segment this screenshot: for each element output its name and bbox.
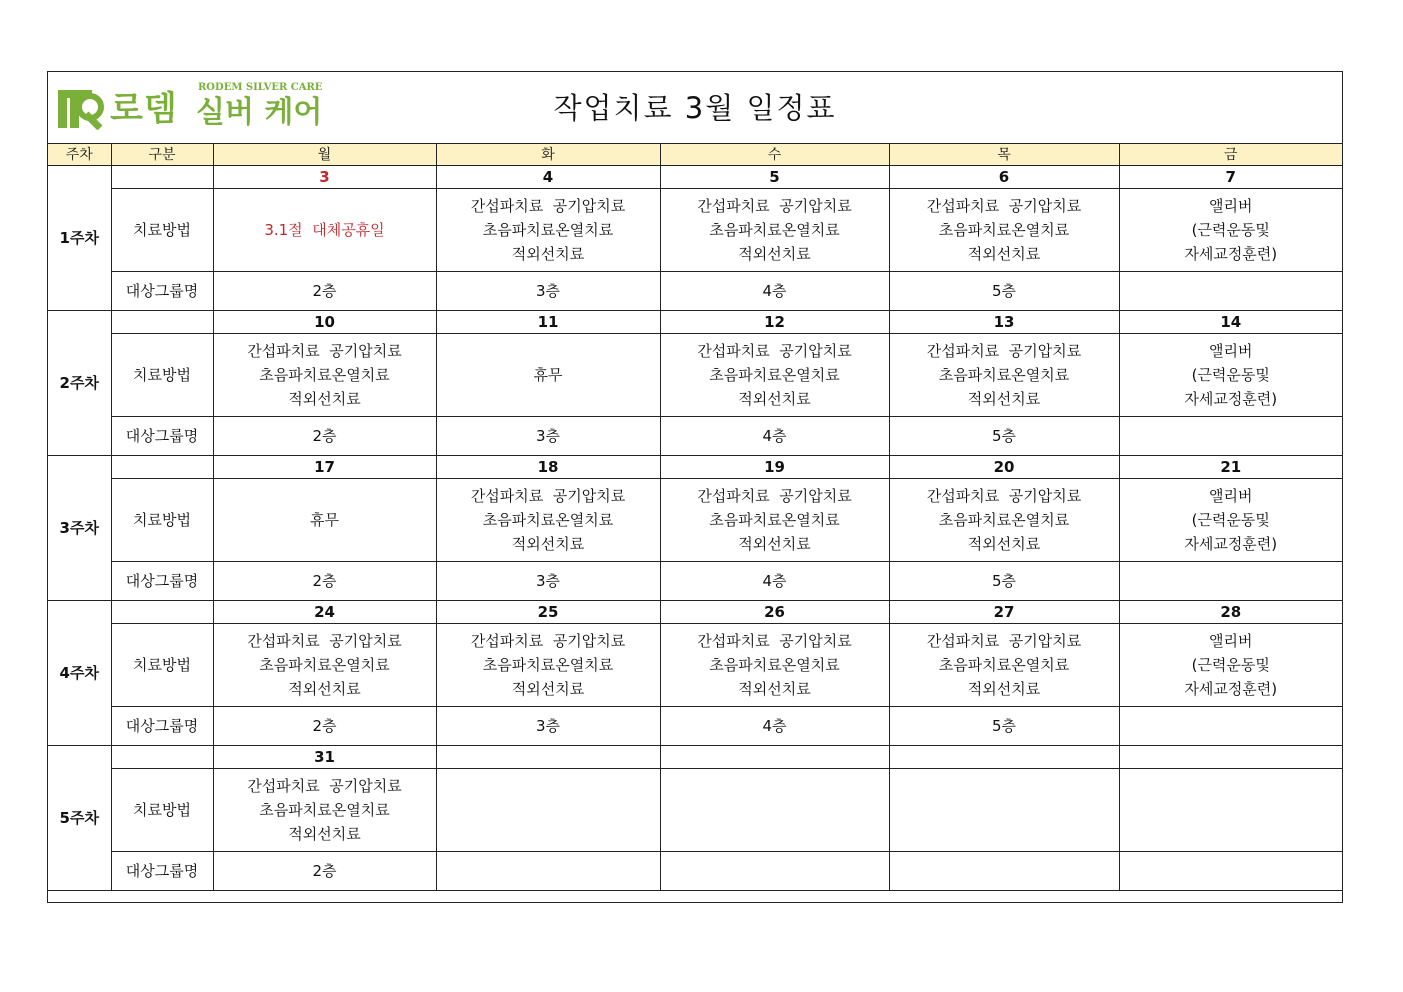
method-line: 앨리버 (1209, 342, 1253, 360)
group-row-label: 대상그룹명 (111, 272, 213, 311)
method-cell (436, 769, 660, 852)
method-cell (436, 479, 660, 562)
date-cell: 10 (213, 311, 436, 334)
method-line: 적외선치료 (511, 535, 585, 553)
method-line: 3.1절 대체공휴일 (264, 221, 385, 239)
week-label: 1주차 (48, 166, 111, 311)
method-line: 초음파치료온열치료 (259, 366, 390, 384)
header-week: 주차 (48, 144, 111, 166)
header-day: 목 (889, 144, 1119, 166)
method-line: 간섭파치료 공기압치료 (697, 487, 852, 505)
method-line: 적외선치료 (738, 245, 811, 263)
schedule-table (48, 144, 1342, 891)
date-cell: 7 (1119, 166, 1342, 189)
method-line: 앨리버 (1209, 487, 1253, 505)
group-row-label: 대상그룹명 (111, 852, 213, 891)
method-line: 적외선치료 (288, 390, 361, 408)
week-label: 2주차 (48, 311, 111, 456)
group-cell: 3층 (436, 562, 660, 601)
date-cell: 18 (436, 456, 660, 479)
group-row-label: 대상그룹명 (111, 562, 213, 601)
method-line: 자세교정훈련) (1184, 245, 1278, 263)
group-cell (436, 852, 660, 891)
method-line: 간섭파치료 공기압치료 (697, 632, 852, 650)
group-row (48, 562, 1342, 601)
group-cell: 5층 (889, 272, 1119, 311)
date-cell: 14 (1119, 311, 1342, 334)
method-row (48, 334, 1342, 417)
group-cell: 3층 (436, 272, 660, 311)
method-line: 적외선치료 (967, 535, 1041, 553)
method-line: 간섭파치료 공기압치료 (470, 197, 626, 215)
method-line: 적외선치료 (738, 680, 811, 698)
method-line: 초음파치료온열치료 (709, 656, 840, 674)
method-line: 적외선치료 (738, 535, 811, 553)
date-row (48, 601, 1342, 624)
method-line: 적외선치료 (967, 390, 1041, 408)
group-row (48, 707, 1342, 746)
method-line: 휴무 (310, 511, 339, 529)
method-line: 간섭파치료 공기압치료 (926, 197, 1082, 215)
method-line: 휴무 (533, 366, 563, 384)
category-blank (111, 311, 213, 334)
method-line: 초음파치료온열치료 (482, 656, 614, 674)
method-row-label: 치료방법 (111, 624, 213, 707)
method-cell (1119, 769, 1342, 852)
method-cell (660, 624, 889, 707)
date-cell: 21 (1119, 456, 1342, 479)
method-cell (436, 334, 660, 417)
group-cell: 5층 (889, 707, 1119, 746)
date-cell: 6 (889, 166, 1119, 189)
method-row (48, 624, 1342, 707)
group-row-label: 대상그룹명 (111, 707, 213, 746)
method-line: 간섭파치료 공기압치료 (697, 342, 852, 360)
date-row (48, 166, 1342, 189)
date-cell: 13 (889, 311, 1119, 334)
method-line: 초음파치료온열치료 (259, 656, 390, 674)
method-line: 적외선치료 (288, 680, 361, 698)
method-line: 적외선치료 (511, 680, 585, 698)
method-cell (889, 624, 1119, 707)
date-cell: 17 (213, 456, 436, 479)
method-line: 자세교정훈련) (1184, 680, 1278, 698)
group-cell (1119, 417, 1342, 456)
method-line: 초음파치료온열치료 (259, 801, 390, 819)
schedule-sheet (47, 71, 1343, 903)
method-line: (근력운동및 (1191, 511, 1270, 529)
group-cell (1119, 707, 1342, 746)
group-cell (889, 852, 1119, 891)
group-cell (1119, 272, 1342, 311)
group-cell (660, 852, 889, 891)
method-line: 간섭파치료 공기압치료 (926, 487, 1082, 505)
sheet-header (48, 72, 1342, 144)
group-cell: 4층 (660, 562, 889, 601)
method-cell (436, 189, 660, 272)
method-line: (근력운동및 (1191, 656, 1270, 674)
logo-english-name: RODEM SILVER CARE (198, 82, 323, 93)
method-cell (889, 189, 1119, 272)
week-label: 3주차 (48, 456, 111, 601)
method-cell (660, 479, 889, 562)
group-cell: 2층 (213, 272, 436, 311)
method-line: 간섭파치료 공기압치료 (697, 197, 852, 215)
category-blank (111, 166, 213, 189)
group-cell: 2층 (213, 562, 436, 601)
method-line: 앨리버 (1209, 632, 1253, 650)
method-line: 간섭파치료 공기압치료 (247, 342, 402, 360)
logo-korean-subname: 실버 케어 (196, 95, 323, 130)
date-row (48, 456, 1342, 479)
method-line: 초음파치료온열치료 (709, 366, 840, 384)
method-line: 간섭파치료 공기압치료 (247, 777, 402, 795)
method-cell (436, 624, 660, 707)
group-cell (1119, 562, 1342, 601)
method-row-label: 치료방법 (111, 189, 213, 272)
method-line: (근력운동및 (1191, 221, 1270, 239)
method-line: 초음파치료온열치료 (938, 366, 1070, 384)
method-line: 자세교정훈련) (1184, 390, 1278, 408)
method-line: 초음파치료온열치료 (709, 221, 840, 239)
method-line: 적외선치료 (967, 680, 1041, 698)
group-row (48, 417, 1342, 456)
header-day: 금 (1119, 144, 1342, 166)
method-line: 적외선치료 (738, 390, 811, 408)
date-cell: 20 (889, 456, 1119, 479)
method-line: 간섭파치료 공기압치료 (926, 632, 1082, 650)
date-cell: 19 (660, 456, 889, 479)
header-day: 화 (436, 144, 660, 166)
method-cell (213, 624, 436, 707)
method-line: 적외선치료 (511, 245, 585, 263)
logo-korean-name: 로뎀 (110, 89, 178, 129)
category-blank (111, 456, 213, 479)
date-row (48, 746, 1342, 769)
header-category: 구분 (111, 144, 213, 166)
date-cell: 25 (436, 601, 660, 624)
method-cell (1119, 334, 1342, 417)
method-line: 간섭파치료 공기압치료 (470, 632, 626, 650)
date-cell: 11 (436, 311, 660, 334)
table-header-row (48, 144, 1342, 166)
date-cell (660, 746, 889, 769)
date-cell: 3 (213, 166, 436, 189)
method-line: 초음파치료온열치료 (482, 221, 614, 239)
method-line: 초음파치료온열치료 (938, 221, 1070, 239)
method-cell (889, 479, 1119, 562)
method-line: 초음파치료온열치료 (938, 511, 1070, 529)
group-cell: 2층 (213, 417, 436, 456)
group-cell: 3층 (436, 417, 660, 456)
method-row-label: 치료방법 (111, 334, 213, 417)
group-row (48, 852, 1342, 891)
date-cell: 4 (436, 166, 660, 189)
method-cell (660, 769, 889, 852)
method-cell (660, 189, 889, 272)
date-cell (889, 746, 1119, 769)
method-row-label: 치료방법 (111, 479, 213, 562)
header-day: 수 (660, 144, 889, 166)
date-cell: 5 (660, 166, 889, 189)
method-line: 초음파치료온열치료 (709, 511, 840, 529)
group-cell: 4층 (660, 707, 889, 746)
group-cell: 3층 (436, 707, 660, 746)
group-cell: 4층 (660, 272, 889, 311)
page-title: 작업치료 3월 일정표 (553, 91, 837, 125)
date-cell: 24 (213, 601, 436, 624)
method-row (48, 479, 1342, 562)
method-line: 초음파치료온열치료 (482, 511, 614, 529)
method-line: 간섭파치료 공기압치료 (926, 342, 1082, 360)
method-row (48, 189, 1342, 272)
method-line: 간섭파치료 공기압치료 (247, 632, 402, 650)
date-row (48, 311, 1342, 334)
group-cell: 2층 (213, 707, 436, 746)
group-row (48, 272, 1342, 311)
group-cell: 4층 (660, 417, 889, 456)
method-cell (1119, 624, 1342, 707)
group-cell: 2층 (213, 852, 436, 891)
method-cell (213, 769, 436, 852)
method-cell (1119, 189, 1342, 272)
date-cell (1119, 746, 1342, 769)
date-cell: 28 (1119, 601, 1342, 624)
date-cell (436, 746, 660, 769)
method-line: 간섭파치료 공기압치료 (470, 487, 626, 505)
week-label: 5주차 (48, 746, 111, 891)
category-blank (111, 746, 213, 769)
method-line: 적외선치료 (288, 825, 361, 843)
method-cell (889, 334, 1119, 417)
method-cell (1119, 479, 1342, 562)
method-cell (213, 334, 436, 417)
category-blank (111, 601, 213, 624)
header-day: 월 (213, 144, 436, 166)
method-cell (213, 479, 436, 562)
group-row-label: 대상그룹명 (111, 417, 213, 456)
method-row-label: 치료방법 (111, 769, 213, 852)
method-cell (889, 769, 1119, 852)
method-line: 적외선치료 (967, 245, 1041, 263)
method-cell (660, 334, 889, 417)
method-line: 자세교정훈련) (1184, 535, 1278, 553)
group-cell: 5층 (889, 562, 1119, 601)
date-cell: 12 (660, 311, 889, 334)
date-cell: 27 (889, 601, 1119, 624)
week-label: 4주차 (48, 601, 111, 746)
date-cell: 26 (660, 601, 889, 624)
method-line: 초음파치료온열치료 (938, 656, 1070, 674)
method-line: 앨리버 (1209, 197, 1253, 215)
group-cell (1119, 852, 1342, 891)
method-row (48, 769, 1342, 852)
method-line: (근력운동및 (1191, 366, 1270, 384)
method-cell (213, 189, 436, 272)
group-cell: 5층 (889, 417, 1119, 456)
date-cell: 31 (213, 746, 436, 769)
